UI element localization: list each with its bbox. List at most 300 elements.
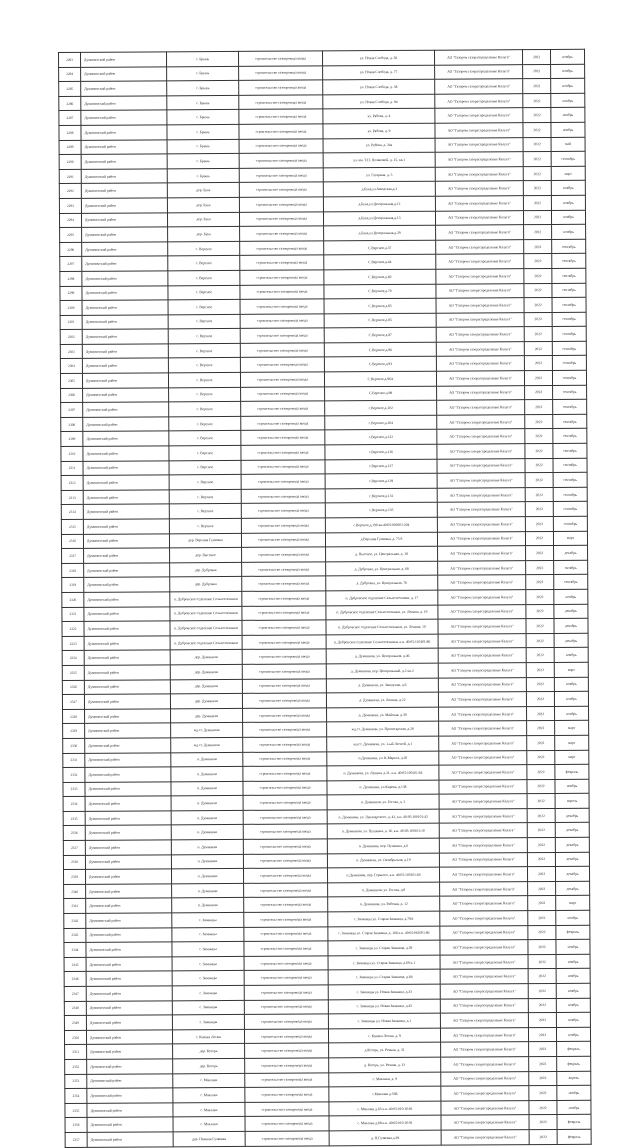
- cell-settlement: с. Брынь: [167, 168, 239, 183]
- cell-settlement: с. Вертное: [168, 270, 240, 285]
- cell-address: д. Думиничи, ул. Центральная, д.46: [326, 649, 438, 664]
- cell-work: строительство газопровода ввода: [243, 795, 327, 810]
- cell-month: сентябрь: [553, 502, 587, 517]
- cell-organization: АО "Газпром газораспределение Калуга": [440, 940, 528, 955]
- cell-district: Думиничский район: [83, 446, 169, 461]
- cell-month: ноябрь: [556, 969, 590, 984]
- cell-organization: АО "Газпром газораспределение Калуга": [435, 64, 523, 79]
- cell-year: 2022: [525, 516, 553, 531]
- cell-organization: АО "Газпром газораспределение Калуга": [439, 706, 527, 721]
- cell-number: 2285: [59, 82, 81, 97]
- cell-settlement: с. Вертное: [168, 241, 240, 256]
- cell-district: Думиничский район: [86, 898, 172, 913]
- cell-number: 2307: [61, 403, 83, 418]
- cell-work: строительство газопровода ввода: [242, 605, 326, 620]
- cell-year: 2022: [523, 122, 551, 137]
- cell-number: 2298: [60, 271, 82, 286]
- cell-settlement: с. Брынь: [167, 154, 239, 169]
- cell-work: строительство газопровода ввода: [243, 751, 327, 766]
- cell-year: 2022: [524, 327, 552, 342]
- cell-year: 2022: [524, 341, 552, 356]
- cell-address: ул. Рябова, д. 4: [323, 109, 435, 124]
- cell-year: 2022: [525, 473, 553, 488]
- cell-settlement: дер. Верхняя Гуляевка: [169, 533, 241, 548]
- cell-year: 2022: [528, 983, 556, 998]
- cell-work: строительство газопровода ввода: [239, 168, 323, 183]
- cell-organization: АО "Газпром газораспределение Калуга": [441, 1071, 529, 1086]
- cell-number: 2325: [62, 665, 84, 680]
- cell-organization: АО "Газпром газораспределение Калуга": [440, 1013, 528, 1028]
- cell-month: февраль: [557, 1115, 591, 1130]
- cell-work: строительство газопровода ввода: [238, 51, 322, 66]
- cell-number: 2337: [63, 840, 85, 855]
- cell-month: март: [555, 750, 589, 765]
- cell-address: С.Вертное,д.70: [324, 284, 436, 299]
- cell-district: Думиничский район: [83, 431, 169, 446]
- cell-month: ноябрь: [555, 779, 589, 794]
- cell-year: 2022: [529, 1115, 557, 1130]
- cell-number: 2313: [61, 490, 83, 505]
- cell-settlement: с. Брынь: [167, 139, 239, 154]
- cell-district: Думиничский район: [82, 315, 168, 330]
- cell-year: 2022: [523, 181, 551, 196]
- cell-month: сентябрь: [552, 254, 586, 269]
- cell-district: Думиничский район: [83, 504, 169, 519]
- cell-organization: АО "Газпром газораспределение Калуга": [437, 458, 525, 473]
- cell-month: сентябрь: [553, 458, 587, 473]
- cell-address: д. Высокое, ул. Центральная, д. 18: [326, 546, 438, 561]
- cell-address: жд.ст. Думиничи, ул. 1-ый Лесной, д.1: [327, 736, 439, 751]
- cell-number: 2297: [60, 257, 82, 272]
- cell-work: строительство газопровода ввода: [241, 387, 325, 402]
- cell-month: сентябрь: [552, 312, 586, 327]
- cell-month: ноябрь: [557, 1100, 591, 1115]
- cell-settlement: п. Думиничи: [171, 839, 243, 854]
- cell-year: 2022: [526, 677, 554, 692]
- cell-work: строительство газопровода ввода: [243, 737, 327, 752]
- cell-settlement: с. Вертное: [168, 358, 240, 373]
- cell-district: Думиничский район: [82, 300, 168, 315]
- cell-number: 2350: [64, 1030, 86, 1045]
- cell-district: Думиничский район: [87, 1059, 173, 1074]
- cell-settlement: п. Думиничи: [171, 825, 243, 840]
- cell-settlement: с. Вертное: [168, 329, 240, 344]
- cell-organization: АО "Газпром газораспределение Калуга": [437, 517, 525, 532]
- cell-district: Думиничский район: [83, 475, 169, 490]
- cell-district: Думиничский район: [84, 592, 170, 607]
- cell-month: март: [554, 662, 588, 677]
- cell-year: 2022: [525, 429, 553, 444]
- cell-settlement: с. Вертное: [169, 402, 241, 417]
- cell-organization: АО "Газпром газораспределение Калуга": [436, 356, 524, 371]
- cell-year: 2022: [528, 940, 556, 955]
- cell-settlement: с. Вертное: [169, 475, 241, 490]
- cell-number: 2300: [60, 300, 82, 315]
- cell-number: 2346: [64, 972, 86, 987]
- cell-month: март: [555, 721, 589, 736]
- cell-district: Думиничский район: [82, 285, 168, 300]
- cell-organization: АО "Газпром газораспределение Калуга": [438, 692, 526, 707]
- cell-month: ноябрь: [556, 998, 590, 1013]
- cell-year: 2022: [525, 531, 553, 546]
- cell-address: с. Зимницы ул. Новая Зимница, д.1: [328, 1013, 440, 1028]
- cell-number: 2315: [61, 519, 83, 534]
- cell-work: строительство газопровода ввода: [242, 664, 326, 679]
- cell-settlement: дер. Думиничи: [170, 664, 242, 679]
- cell-number: 2305: [60, 373, 82, 388]
- cell-settlement: п. Думиничи: [171, 854, 243, 869]
- table-row: [65, 1129, 591, 1147]
- cell-organization: АО "Газпром газораспределение Калуга": [438, 663, 526, 678]
- cell-address: С.Вертное,д.37: [324, 240, 436, 255]
- cell-organization: АО "Газпром газораспределение Калуга": [437, 400, 525, 415]
- cell-month: ноябрь: [555, 706, 589, 721]
- cell-month: декабрь: [555, 852, 589, 867]
- cell-address: С.Вертное,д.44: [324, 255, 436, 270]
- cell-month: сентябрь: [552, 239, 586, 254]
- cell-address: д. Н.Гуляевка д.39: [329, 1130, 441, 1145]
- cell-settlement: дер. Нижняя Гуляевка: [173, 1131, 245, 1146]
- cell-district: Думиничский район: [83, 519, 169, 534]
- cell-month: март: [553, 531, 587, 546]
- cell-address: ул. Новая Слобода, д. 94: [323, 94, 435, 109]
- cell-number: 2339: [63, 870, 85, 885]
- cell-address: п. Дубровское отделение Сельхозтехники, к.н. 40:05:110401:86: [326, 634, 438, 649]
- cell-district: Думиничский район: [86, 1015, 172, 1030]
- cell-settlement: с. Вертное: [169, 431, 241, 446]
- cell-address: ул. Новая Слобода, д. 38: [323, 79, 435, 94]
- cell-organization: АО "Газпром газораспределение Калуга": [435, 196, 523, 211]
- cell-number: 2311: [61, 461, 83, 476]
- cell-address: ул. Новая Слобода, д. 77: [323, 65, 435, 80]
- cell-settlement: с. Вертное: [169, 489, 241, 504]
- cell-work: строительство газопровода ввода: [245, 1087, 329, 1102]
- cell-organization: АО "Газпром газораспределение Калуга": [438, 546, 526, 561]
- cell-work: строительство газопровода ввода: [245, 1131, 329, 1146]
- cell-month: ноябрь: [551, 64, 585, 79]
- cell-address: с.Вертное,д.122: [325, 430, 437, 445]
- cell-address: С.Вертное,д.93: [324, 357, 436, 372]
- cell-address: жд.ст. Думиничи, ул. Пролетарская, д.20: [327, 722, 439, 737]
- cell-year: 2022: [529, 1056, 557, 1071]
- cell-settlement: с. Брынь: [167, 66, 239, 81]
- cell-number: 2299: [60, 286, 82, 301]
- cell-settlement: с. Вертное: [169, 504, 241, 519]
- cell-settlement: с. Вертное: [168, 343, 240, 358]
- cell-year: 2022: [524, 312, 552, 327]
- cell-month: сентябрь: [553, 414, 587, 429]
- cell-number: 2294: [59, 213, 81, 228]
- cell-district: Думиничский район: [87, 1117, 173, 1132]
- cell-district: Думиничский район: [83, 460, 169, 475]
- cell-month: декабрь: [554, 545, 588, 560]
- cell-district: Думиничский район: [81, 139, 167, 154]
- cell-address: п. Дубровское отделение Сельхозтехники, ул. Ленина, д. 19: [326, 605, 438, 620]
- cell-year: 2022: [523, 210, 551, 225]
- cell-organization: АО "Газпром газораспределение Калуга": [436, 327, 524, 342]
- cell-work: строительство газопровода ввода: [242, 547, 326, 562]
- cell-month: сентябрь: [553, 516, 587, 531]
- cell-district: Думиничский район: [87, 1044, 173, 1059]
- cell-work: строительство газопровода ввода: [243, 839, 327, 854]
- cell-settlement: дер. Которь: [173, 1044, 245, 1059]
- cell-number: 2290: [59, 155, 81, 170]
- cell-year: 2022: [525, 458, 553, 473]
- cell-number: 2335: [63, 811, 85, 826]
- cell-month: ноябрь: [551, 108, 585, 123]
- cell-district: Думиничский район: [86, 884, 172, 899]
- cell-settlement: с. Зимницы: [172, 912, 244, 927]
- cell-organization: АО "Газпром газораспределение Калуга": [437, 429, 525, 444]
- cell-work: строительство газопровода ввода: [240, 343, 324, 358]
- cell-work: строительство газопровода ввода: [240, 284, 324, 299]
- cell-district: Думиничский район: [81, 169, 167, 184]
- cell-number: 2326: [62, 680, 84, 695]
- cell-address: п. Думиничи, ул. Луначарского, д. 42, к.н. 40:05:100101:42: [327, 809, 439, 824]
- cell-month: сентябрь: [553, 429, 587, 444]
- cell-district: Думиничский район: [82, 271, 168, 286]
- cell-district: Думиничский район: [82, 242, 168, 257]
- cell-district: Думиничский район: [81, 110, 167, 125]
- cell-organization: АО "Газпром газораспределение Калуга": [436, 312, 524, 327]
- cell-number: 2288: [59, 125, 81, 140]
- cell-organization: АО "Газпром газораспределение Калуга": [438, 604, 526, 619]
- cell-number: 2296: [60, 242, 82, 257]
- cell-month: ноябрь: [556, 954, 590, 969]
- cell-year: 2022: [525, 385, 553, 400]
- cell-number: 2295: [60, 227, 82, 242]
- cell-year: 2022: [526, 692, 554, 707]
- cell-organization: АО "Газпром газораспределение Калуга": [436, 371, 524, 386]
- cell-number: 2283: [59, 52, 81, 67]
- cell-year: 2022: [527, 794, 555, 809]
- cell-address: п. Думиничи, ул. Ленина, д.21, к.н. 40:05:100101:64: [327, 765, 439, 780]
- cell-work: строительство газопровода ввода: [243, 810, 327, 825]
- cell-organization: АО "Газпром газораспределение Калуга": [437, 531, 525, 546]
- cell-year: 2022: [525, 414, 553, 429]
- cell-work: строительство газопровода ввода: [239, 153, 323, 168]
- cell-organization: АО "Газпром газораспределение Калуга": [435, 79, 523, 94]
- cell-district: Думиничский район: [81, 183, 167, 198]
- cell-year: 2022: [523, 195, 551, 210]
- cell-address: с. Маклаки д.63 к.н. 40:05:010:10:81: [329, 1101, 441, 1116]
- cell-settlement: с. Брынь: [167, 124, 239, 139]
- cell-address: д. Думиничи, ул. Майская, д.39: [327, 707, 439, 722]
- cell-work: строительство газопровода ввода: [245, 1116, 329, 1131]
- cell-month: ноябрь: [551, 93, 585, 108]
- cell-month: ноябрь: [556, 983, 590, 998]
- cell-number: 2318: [62, 563, 84, 578]
- cell-organization: АО "Газпром газораспределение Калуга": [435, 137, 523, 152]
- cell-year: 2022: [528, 911, 556, 926]
- cell-settlement: п. Думиничи: [171, 810, 243, 825]
- cell-work: строительство газопровода ввода: [239, 182, 323, 197]
- cell-district: Думиничский район: [85, 752, 171, 767]
- cell-number: 2289: [59, 140, 81, 155]
- cell-district: Думиничский район: [81, 81, 167, 96]
- cell-number: 2324: [62, 651, 84, 666]
- cell-address: с. Зимницы ул. Старая Зимница, д.84: [328, 970, 440, 985]
- cell-settlement: п. Думиничи: [171, 766, 243, 781]
- cell-organization: АО "Газпром газораспределение Калуга": [435, 123, 523, 138]
- cell-work: строительство газопровода ввода: [241, 518, 325, 533]
- cell-address: д.Бука,ул.Центральная,д.29: [324, 225, 436, 240]
- cell-work: строительство газопровода ввода: [242, 562, 326, 577]
- cell-month: декабрь: [555, 837, 589, 852]
- cell-district: Думиничский район: [84, 548, 170, 563]
- cell-month: ноябрь: [552, 224, 586, 239]
- cell-work: строительство газопровода ввода: [239, 95, 323, 110]
- cell-organization: АО "Газпром газораспределение Калуга": [435, 181, 523, 196]
- cell-organization: АО "Газпром газораспределение Калуга": [439, 721, 527, 736]
- cell-settlement: с. Маклаки: [173, 1117, 245, 1132]
- cell-number: 2332: [63, 767, 85, 782]
- cell-district: Думиничский район: [86, 913, 172, 928]
- cell-organization: АО "Газпром газораспределение Калуга": [435, 152, 523, 167]
- cell-number: 2351: [65, 1045, 87, 1060]
- cell-organization: АО "Газпром газораспределение Калуга": [438, 560, 526, 575]
- cell-organization: АО "Газпром газораспределение Калуга": [437, 502, 525, 517]
- cell-district: Думиничский район: [81, 66, 167, 81]
- cell-month: март: [555, 735, 589, 750]
- cell-number: 2303: [60, 344, 82, 359]
- cell-address: д.Которь, ул. Речная, д. 31: [329, 1043, 441, 1058]
- cell-settlement: п. Думиничи: [171, 796, 243, 811]
- cell-district: Думиничский район: [81, 52, 167, 67]
- cell-number: 2327: [62, 694, 84, 709]
- cell-settlement: с. Вертное: [169, 518, 241, 533]
- cell-year: 2022: [526, 648, 554, 663]
- cell-settlement: дер. Думиничи: [170, 694, 242, 709]
- cell-settlement: с. Вертное: [168, 256, 240, 271]
- cell-work: строительство газопровода ввода: [241, 445, 325, 460]
- cell-month: ноябрь: [554, 589, 588, 604]
- cell-organization: АО "Газпром газораспределение Калуга": [440, 969, 528, 984]
- cell-month: сентябрь: [552, 327, 586, 342]
- cell-work: строительство газопровода ввода: [241, 503, 325, 518]
- cell-month: декабрь: [556, 881, 590, 896]
- cell-year: 2022: [527, 867, 555, 882]
- cell-address: д. Дубровка, ул. Центральная, 76: [326, 576, 438, 591]
- cell-organization: АО "Газпром газораспределение Калуга": [439, 809, 527, 824]
- cell-year: 2022: [529, 1100, 557, 1115]
- cell-address: с. Маклаки, д. 9: [329, 1072, 441, 1087]
- cell-work: строительство газопровода ввода: [242, 591, 326, 606]
- cell-number: 2343: [64, 928, 86, 943]
- cell-work: строительство газопровода ввода: [244, 956, 328, 971]
- cell-settlement: с. Брынь: [167, 95, 239, 110]
- cell-address: с.Вертное,д.129: [325, 473, 437, 488]
- cell-address: с. Зимницы ул. Новая Зимница, д.33: [328, 984, 440, 999]
- cell-settlement: с. Вертное: [168, 299, 240, 314]
- cell-organization: АО "Газпром газораспределение Калуга": [440, 925, 528, 940]
- cell-district: Думиничский район: [84, 694, 170, 709]
- cell-month: ноябрь: [551, 181, 585, 196]
- cell-organization: АО "Газпром газораспределение Калуга": [439, 794, 527, 809]
- cell-work: строительство газопровода ввода: [244, 912, 328, 927]
- cell-year: 2022: [526, 560, 554, 575]
- cell-number: 2347: [64, 986, 86, 1001]
- cell-work: строительство газопровода ввода: [239, 138, 323, 153]
- cell-district: Думиничский район: [82, 329, 168, 344]
- cell-district: Думиничский район: [86, 942, 172, 957]
- cell-year: 2022: [523, 64, 551, 79]
- cell-work: строительство газопровода ввода: [239, 211, 323, 226]
- cell-month: сентябрь: [554, 575, 588, 590]
- cell-work: строительство газопровода ввода: [243, 868, 327, 883]
- cell-organization: АО "Газпром газораспределение Калуга": [438, 619, 526, 634]
- cell-year: 2022: [523, 108, 551, 123]
- cell-organization: АО "Газпром газораспределение Калуга": [437, 414, 525, 429]
- cell-address: п.Думиничи, ул. К.Маркса, д.26: [327, 751, 439, 766]
- cell-settlement: дер. Думиничи: [171, 708, 243, 723]
- cell-year: 2022: [523, 166, 551, 181]
- cell-work: строительство газопровода ввода: [245, 1043, 329, 1058]
- cell-work: строительство газопровода ввода: [242, 678, 326, 693]
- cell-month: февраль: [557, 1129, 591, 1144]
- cell-number: 2349: [64, 1016, 86, 1031]
- cell-year: 2022: [525, 487, 553, 502]
- cell-settlement: дер. Дубровка: [170, 562, 242, 577]
- cell-year: 2022: [524, 371, 552, 386]
- cell-number: 2291: [59, 169, 81, 184]
- cell-district: Думиничский район: [86, 971, 172, 986]
- cell-settlement: с. Зимницы: [172, 985, 244, 1000]
- cell-organization: АО "Газпром газораспределение Калуга": [437, 444, 525, 459]
- cell-work: строительство газопровода ввода: [242, 693, 326, 708]
- cell-month: сентябрь: [552, 297, 586, 312]
- cell-number: 2308: [61, 417, 83, 432]
- cell-year: 2022: [528, 998, 556, 1013]
- cell-number: 2312: [61, 476, 83, 491]
- cell-address: п. Дубровское отделение Сельхозтехники, д. 17: [326, 590, 438, 605]
- cell-month: март: [551, 166, 585, 181]
- cell-organization: АО "Газпром газораспределение Калуга": [441, 1086, 529, 1101]
- cell-address: С.Вертное,д.60: [324, 269, 436, 284]
- cell-year: 2022: [523, 93, 551, 108]
- cell-year: 2022: [524, 254, 552, 269]
- cell-number: 2330: [63, 738, 85, 753]
- cell-month: сентябрь: [553, 487, 587, 502]
- cell-address: с. Зимницы ул. Новая Зимница, д.45: [328, 999, 440, 1014]
- cell-number: 2329: [63, 724, 85, 739]
- cell-work: строительство газопровода ввода: [239, 197, 323, 212]
- cell-district: Думиничский район: [82, 358, 168, 373]
- cell-number: 2301: [60, 315, 82, 330]
- cell-address: с. Зимницы ул. Старая Зимница, д.59: [328, 940, 440, 955]
- cell-number: 2331: [63, 753, 85, 768]
- cell-address: ул. им. Т.П. Поляковой, д. 15, кв.1: [323, 152, 435, 167]
- cell-organization: АО "Газпром газораспределение Калуга": [441, 1115, 529, 1130]
- cell-year: 2022: [529, 1129, 557, 1144]
- cell-district: Думиничский район: [81, 212, 167, 227]
- cell-address: д.Бука,ул.Центральная,д.12: [323, 196, 435, 211]
- cell-month: ноябрь: [551, 195, 585, 210]
- cell-settlement: п. Думиничи: [171, 869, 243, 884]
- cell-work: строительство газопровода ввода: [241, 416, 325, 431]
- cell-address: с. Зимницы ул. Старая Зимница, д. 106 к.н. 40:05:061001:86: [328, 926, 440, 941]
- cell-settlement: с. Вертное: [169, 416, 241, 431]
- cell-organization: АО "Газпром газораспределение Калуга": [436, 254, 524, 269]
- cell-settlement: с. Вертное: [168, 314, 240, 329]
- cell-month: сентябрь: [552, 268, 586, 283]
- cell-organization: АО "Газпром газораспределение Калуга": [436, 225, 524, 240]
- cell-work: строительство газопровода ввода: [241, 430, 325, 445]
- cell-number: 2336: [63, 826, 85, 841]
- cell-address: п.Думиничи, пер. Горького, к.н. 40:05:100101:66: [327, 867, 439, 882]
- cell-year: 2022: [526, 633, 554, 648]
- cell-number: 2317: [62, 549, 84, 564]
